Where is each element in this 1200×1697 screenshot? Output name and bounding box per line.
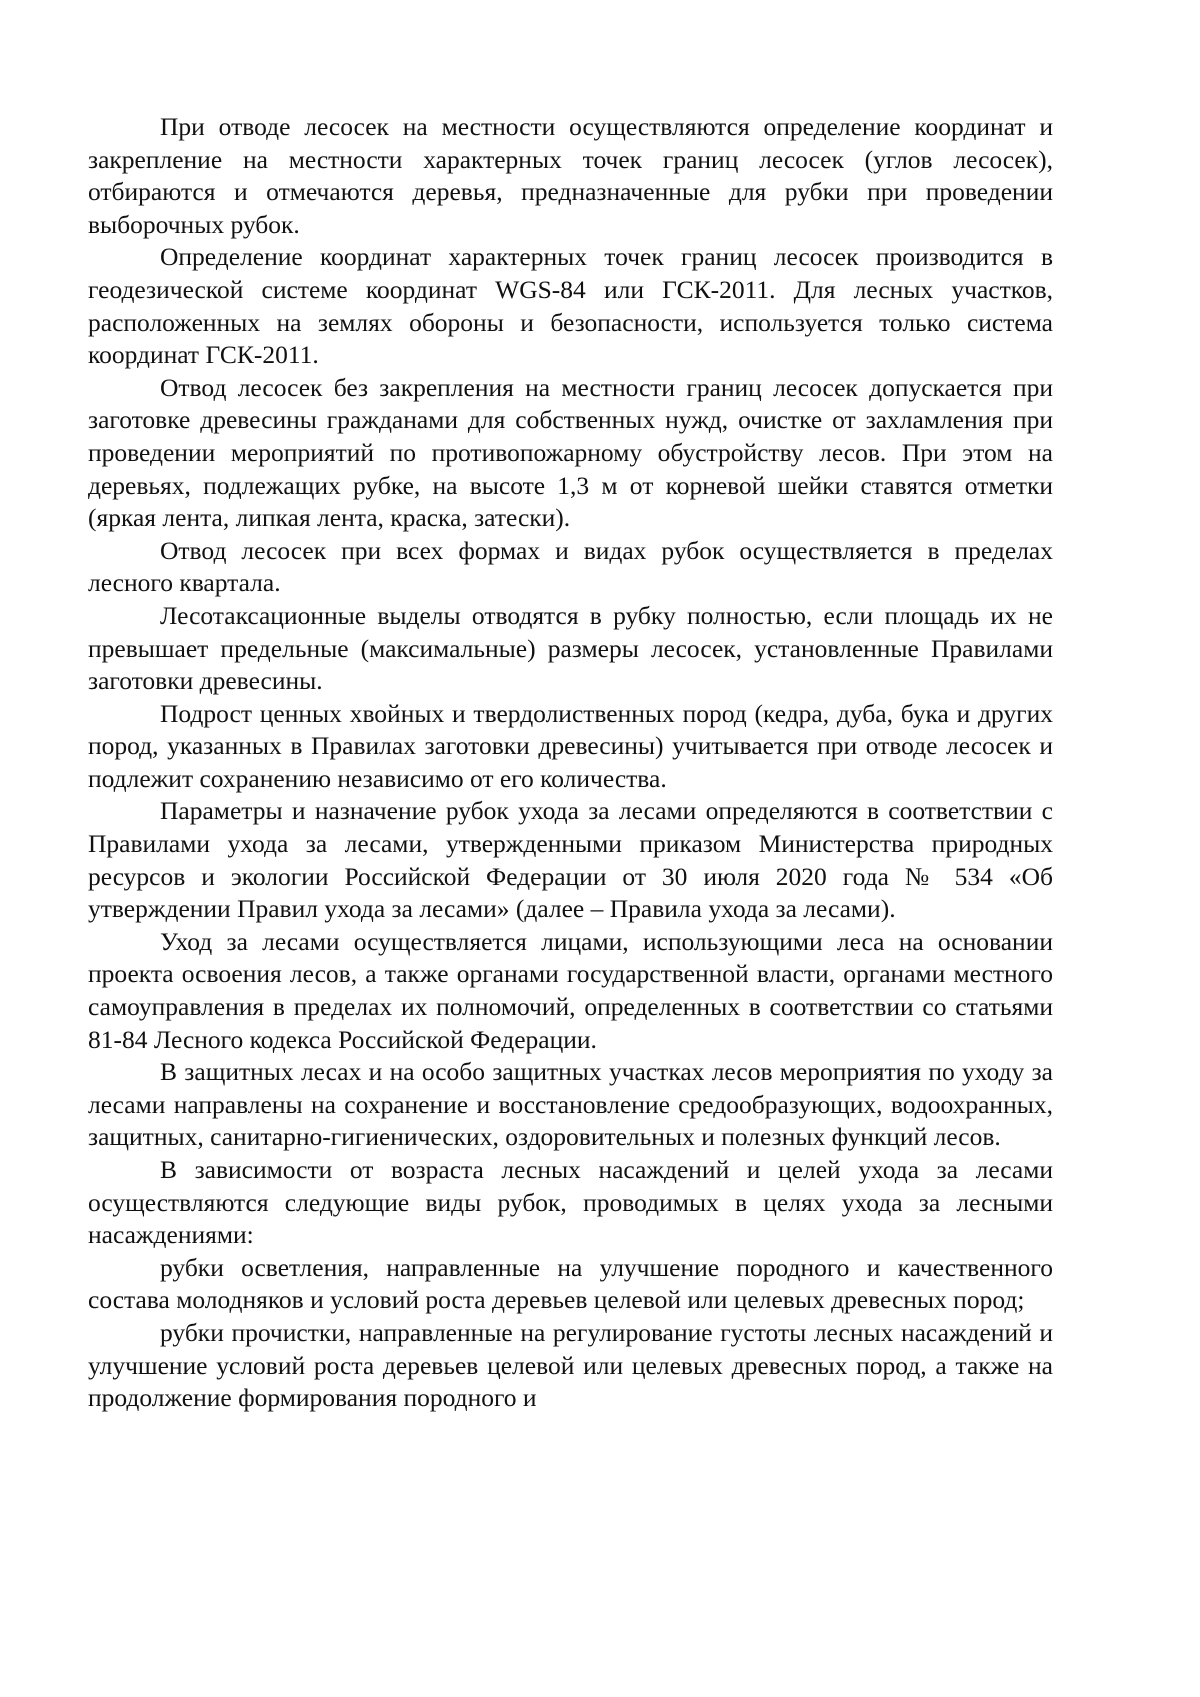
paragraph-2: Определение координат характерных точек границ лесосек производится в геодезической системе координат WGS-84 или ГСК-2011. Для лесных участков, расположенных на землях обороны и безопасности, используется только система координат ГСК-2011.	[88, 242, 1053, 370]
paragraph-12: рубки прочистки, направленные на регулирование густоты лесных насаждений и улучшение условий роста деревьев целевой или целевых древесных пород, а также на продолжение формирования породного и	[88, 1317, 1053, 1413]
paragraph-11: рубки осветления, направленные на улучшение породного и качественного состава молодняков и условий роста деревьев целевой или целевых древесных пород;	[88, 1252, 1053, 1315]
paragraph-10: В зависимости от возраста лесных насаждений и целей ухода за лесами осуществляются следующие виды рубок, проводимых в целях ухода за лесными насаждениями:	[88, 1155, 1053, 1250]
paragraph-8: Уход за лесами осуществляется лицами, использующими леса на основании проекта освоения лесов, а также органами государственной власти, органами местного самоуправления в пределах их полномочий, определенных в соответствии со статьями 81-84 Лесного кодекса Российской Федерации.	[88, 926, 1053, 1054]
paragraph-6: Подрост ценных хвойных и твердолиственных пород (кедра, дуба, бука и других пород, указанных в Правилах заготовки древесины) учитывается при отводе лесосек и подлежит сохранению независимо от его количества.	[88, 698, 1053, 793]
paragraph-1: При отводе лесосек на местности осуществляются определение координат и закрепление на местности характерных точек границ лесосек (углов лесосек), отбираются и отмечаются деревья, предназначенные для рубки при проведении выборочных рубок.	[88, 112, 1053, 239]
paragraph-9: В защитных лесах и на особо защитных участках лесов мероприятия по уходу за лесами направлены на сохранение и восстановление средообразующих, водоохранных, защитных, санитарно-гигиенических, оздоровительных и полезных функций лесов.	[88, 1057, 1053, 1152]
paragraph-5: Лесотаксационные выделы отводятся в рубку полностью, если площадь их не превышает предельные (максимальные) размеры лесосек, установленные Правилами заготовки древесины.	[88, 600, 1053, 696]
paragraph-7: Параметры и назначение рубок ухода за лесами определяются в соответствии с Правилами ухода за лесами, утвержденными приказом Министерства природных ресурсов и экологии Российской Федерации от 30 июля 2020 года № 534 «Об утверждении Правил ухода за лесами» (далее – Правила ухода за лесами).	[88, 796, 1053, 924]
paragraph-4: Отвод лесосек при всех формах и видах рубок осуществляется в пределах лесного квартала.	[88, 535, 1053, 598]
document-page	[88, 111, 1053, 1415]
paragraph-3: Отвод лесосек без закрепления на местности границ лесосек допускается при заготовке древесины гражданами для собственных нужд, очистке от захламления при проведении мероприятий по противопожарному обустройству лесов. При этом на деревьях, подлежащих рубке, на высоте 1,3 м от корневой шейки ставятся отметки (яркая лента, липкая лента, краска, затески).	[88, 372, 1053, 533]
